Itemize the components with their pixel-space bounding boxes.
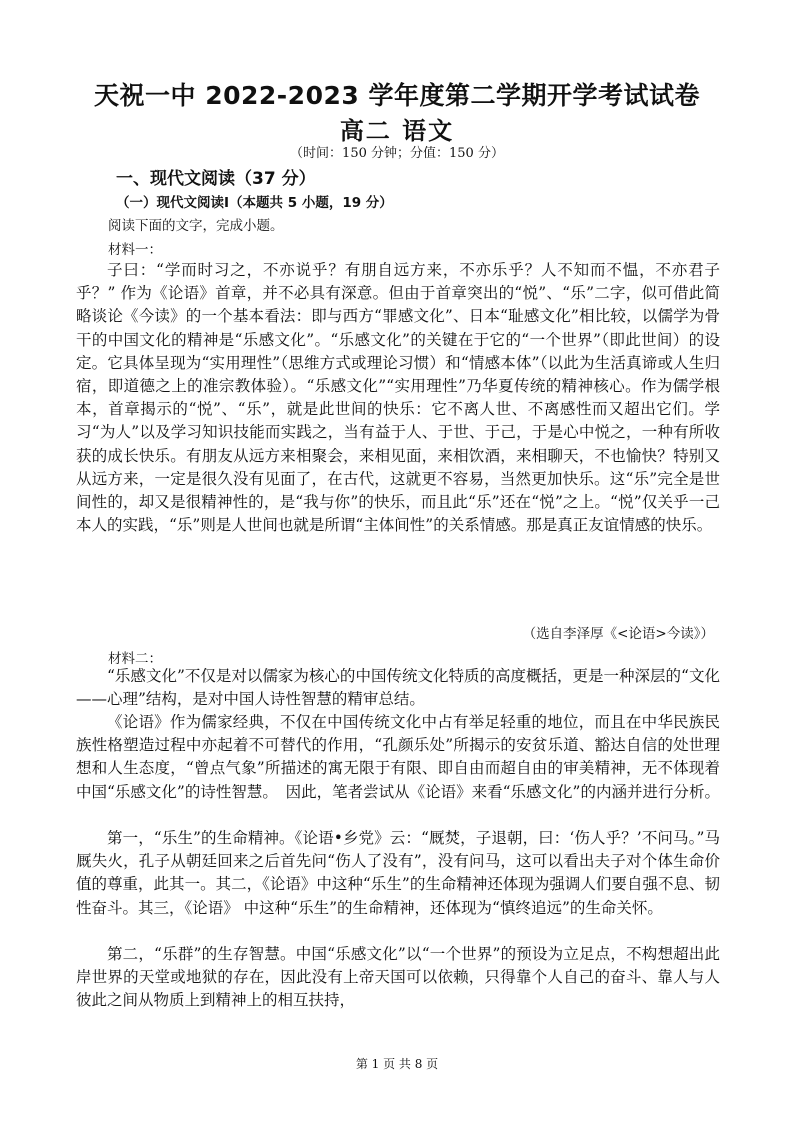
material1-paragraph: 子曰：“学而时习之，不亦说乎？有朋自远方来，不亦乐乎？人不知而不愠，不亦君子乎？” 作为《论语》首章，并不必具有深意。但由于首章突出的“悦”、“乐”二字，似可借此简略谈论《今读》的一个基本看法：即与西方“罪感文化”、日本“耻感文化”相比较，以儒学为骨干的中国文化的精神是“乐感文化”。“乐感文化”的关键在于它的“一个世界”（即此世间）的设定。它具体呈现为“实用理性”（思维方式或理论习惯）和“情感本体”（以此为生活真谛或人生归宿，即道德之上的准宗教体验）。“乐感文化”“实用理性”乃华夏传统的精神核心。作为儒学根本，首章揭示的“悦”、“乐”，就是此世间的快乐：它不离人世、不离感性而又超出它们。学习“为人”以及学习知识技能而实践之，当有益于人、于世、于己，于是心中悦之，一种有所收获的成长快乐。有朋友从远方来相聚会，来相见面，来相饮酒，来相聊天，不也愉快？特别又从远方来，一定是很久没有见面了，在古代，这就更不容易，当然更加快乐。这“乐”完全是世间性的，却又是很精神性的，是“我与你”的快乐，而且此“乐”还在“悦”之上。“悦”仅关乎一己本人的实践，“乐”则是人世间也就是所谓“主体间性”的关系情感。那是真正友谊情感的快乐。 xyxy=(76,261,720,535)
exam-subtitle: 高二 语文 xyxy=(339,117,455,145)
section-heading: 一、现代文阅读（37 分） xyxy=(116,169,316,189)
material2-paragraph: 第二，“乐群”的生存智慧。中国“乐感文化”以“一个世界”的预设为立足点，不构想超出此岸世界的天堂或地狱的存在，因此没有上帝天国可以依赖，只得靠个人自己的奋斗、靠人与人彼此之间从物质上到精神上的相互扶持， xyxy=(76,945,720,1010)
page-number: 第 1 页 共 8 页 xyxy=(355,1057,439,1071)
exam-title: 天祝一中 2022-2023 学年度第二学期开学考试试卷 xyxy=(94,81,700,110)
subsection-heading: （一）现代文阅读Ⅰ（本题共 5 小题，19 分） xyxy=(116,195,393,211)
material2-paragraph: 《论语》作为儒家经典，不仅在中国传统文化中占有举足轻重的地位，而且在中华民族民族性格塑造过程中亦起着不可替代的作用，“孔颜乐处”所揭示的安贫乐道、豁达自信的处世理想和人生态度，“曾点气象”所描述的寓无限于有限、即自由而超自由的审美精神，无不体现着中国“乐感文化”的诗性智慧。 因此，笔者尝试从《论语》来看“乐感文化”的内涵并进行分析。 xyxy=(76,713,720,801)
material2-paragraph: “乐感文化”不仅是对以儒家为核心的中国传统文化特质的高度概括，更是一种深层的“文化——心理”结构，是对中国人诗性智慧的精审总结。 xyxy=(76,667,720,709)
reading-instruction: 阅读下面的文字，完成小题。 xyxy=(108,218,284,234)
material1-source: （选自李泽厚《<论语>今读》） xyxy=(522,626,714,642)
material2-label: 材料二： xyxy=(108,651,162,667)
time-score-info: （时间：150 分钟；分值：150 分） xyxy=(290,146,504,161)
material2-paragraph: 第一，“乐生”的生命精神。《论语•乡党》云：“厩焚，子退朝，曰：‘伤人乎？’不问马。”马厩失火，孔子从朝廷回来之后首先问“伤人了没有”，没有问马，这可以看出夫子对个体生命价值的尊重，此其一。其二，《论语》中这种“乐生”的生命精神还体现为强调人们要自强不息、韧性奋斗。其三，《论语》 中这种“乐生”的生命精神，还体现为“慎终追远”的生命关怀。 xyxy=(76,829,720,917)
material1-label: 材料一： xyxy=(108,242,162,258)
